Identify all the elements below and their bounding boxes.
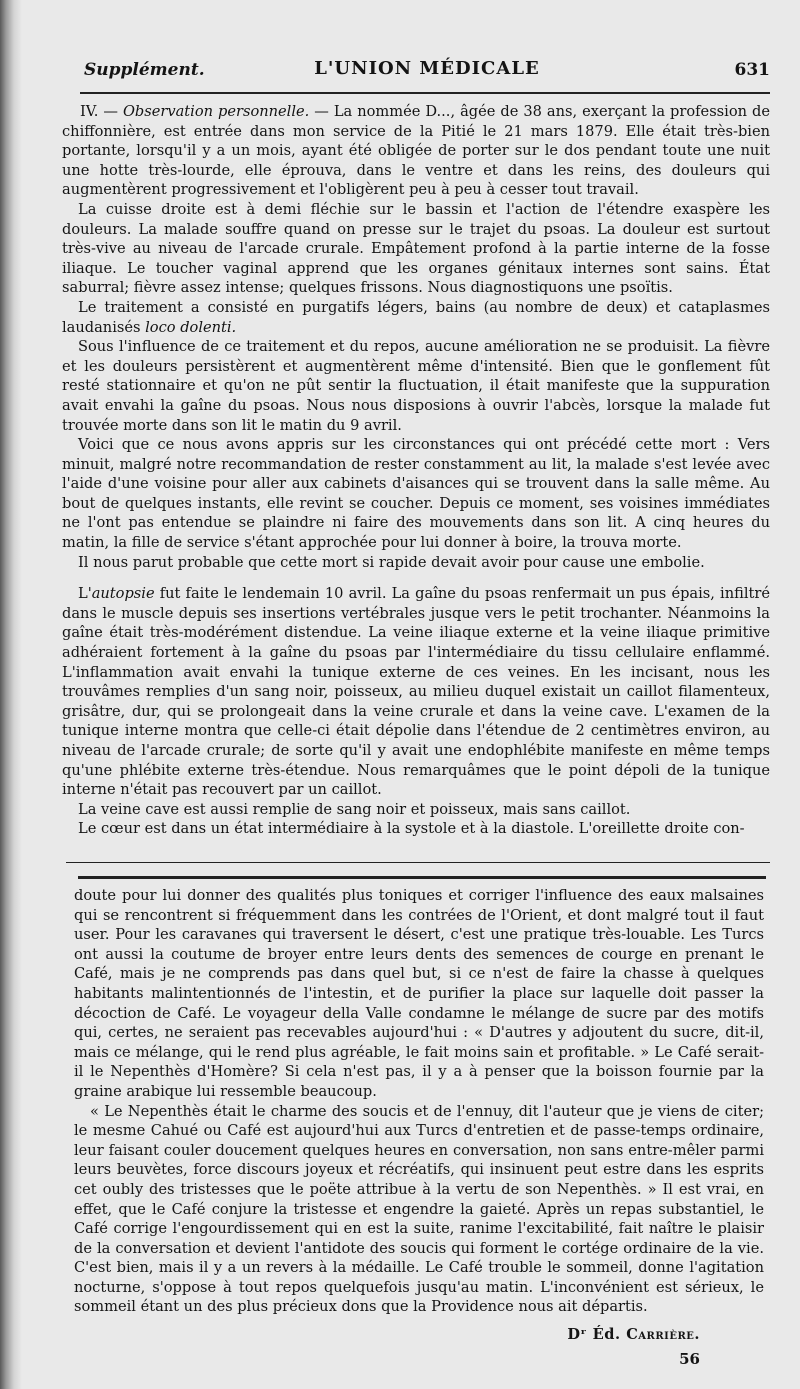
section-divider-thick xyxy=(78,876,766,879)
section-label: Supplément. xyxy=(84,60,205,80)
paragraph-nepenthes: « Le Nepenthès était le charme des soucis et de l'ennuy, dit l'auteur que je viens de citer; le mesme Cahué ou Café est aujourd'hui aux Turcs d'entretien et de passe-temps ordinaire, leur faisant couler doucement quelques heures en conversation, non sans entre-mêler parmi leurs beuvètes, force discours joyeux et récréatifs, qui insinuent peut estre dans les esprits cet oubly des tristesses que le poëte attribue à la vertu de son Nepenthès. » Il est vrai, en effet, que le Café conjure la tristesse et engendre la gaieté. Après un repas substantiel, le Café corrige l'engourdissement qui en est la suite, ranime l'excitabilité, fait naître le plaisir de la conversation et devient l'antidote des soucis qui forment le cortége ordinaire de la vie. C'est bien, mais il y a un revers à la médaille. Le Café trouble le sommeil, donne l'agitation nocturne, s'oppose à tout repos quelquefois jusqu'au matin. L'inconvénient est sérieux, le sommeil étant un des plus précieux dons que la Providence nous ait départis. xyxy=(74,1102,764,1316)
paragraph-heart: Le cœur est dans un état intermédiaire à la systole et à la diastole. L'oreillette droite con- xyxy=(78,820,745,838)
paragraph-coffee: doute pour lui donner des qualités plus toniques et corriger l'influence des eaux malsaines qui se rencontrent si fréquemment dans les contrées de l'Orient, et dont malgré tout il faut user. Pour les caravanes qui traversent le désert, c'est une pratique très-louable. Les Turcs ont aussi la coutume de broyer entre leurs dents des semences de courge en prenant le Café, mais je ne comprends pas dans quel but, si ce n'est de faire la chasse à quelques habitants malintentionnés de l'intestin, et de purifier la place sur laquelle doit passer la décoction de Café. Le voyageur della Valle condamne le mélange de sucre par des motifs qui, certes, ne seraient pas recevables aujourd'hui : « D'autres y adjoutent du sucre, dit-il, mais ce mélange, qui le rend plus agréable, le fait moins sain et profitable. » Le Café serait-il le Nepenthès d'Homère? Si cela n'est pas, il y a à penser que la boisson fournie par la graine arabique lui ressemble beaucoup. xyxy=(74,887,764,1100)
paragraph-text: Le traitement a consisté en purgatifs légers, bains (au nombre de deux) et cataplasmes laudanisés xyxy=(62,298,770,336)
paragraph-evolution: Sous l'influence de ce traitement et du repos, aucune amélioration ne se produisit. La fièvre et les douleurs persistèrent et augmentèrent même d'intensité. Bien que le gonflement fût resté stationnaire et qu'on ne pût sentir la fluctuation, il était manifeste que la suppuration avait envahi la gaîne du psoas. Nous nous disposions à ouvrir l'abcès, lorsque la malade fut trouvée morte dans son lit le matin du 9 avril. xyxy=(62,338,770,434)
paragraph-text: fut faite le lendemain 10 avril. La gaîne du psoas renfermait un pus épais, infiltré dans le muscle depuis ses insertions vertébrales jusque vers le petit trochanter. Néanmoins la gaîne était très-modérément distendue. La veine iliaque externe et la veine iliaque primitive adhéraient fortement à la gaîne du psoas par l'intermédiaire du tissu cellulaire enflammé. L'inflammation avait envahi la tunique externe de ces veines. En les incisant, nous les trouvâmes remplies d'un sang noir, poisseux, au milieu duquel existait un caillot filamenteux, grisâtre, dur, qui se prolongeait dans la veine crurale et dans la veine cave. L'examen de la tunique interne montra que celle-ci était dépolie dans l'étendue de 2 centimètres environ, au niveau de l'arcade crurale; de sorte qu'il y avait une endophlébite manifeste en même temps qu'une phlébite externe très-étendue. Nous remarquâmes que le point dépoli de la tunique interne n'était pas recouvert par un caillot. xyxy=(62,585,771,799)
running-header xyxy=(84,58,770,86)
observation-title: Observation personnelle. xyxy=(122,103,310,120)
author-title: Dʳ Éd. xyxy=(567,1326,621,1343)
paragraph-symptoms: La cuisse droite est à demi fléchie sur le bassin et l'action de l'étendre exaspère les douleurs. La malade souffre quand on presse sur le trajet du psoas. La douleur est surtout très-vive au niveau de l'arcade crurale. Empâtement profond à la partie interne de la fosse iliaque. Le toucher vaginal apprend que les organes génitaux internes sont sains. État saburral; fièvre assez intense; quelques frissons. Nous diagnostiquons une psoïtis. xyxy=(62,200,770,297)
footer-number: 56 xyxy=(679,1350,700,1368)
autopsy-word: autopsie xyxy=(91,585,155,603)
author-name: Carrière. xyxy=(626,1326,700,1343)
journal-title: L'UNION MÉDICALE xyxy=(314,58,540,79)
main-article xyxy=(62,102,770,839)
page-number: 631 xyxy=(734,60,770,80)
paragraph-treatment xyxy=(62,298,770,337)
section-number: IV. — xyxy=(80,103,118,120)
author-signature xyxy=(567,1326,700,1343)
paragraph-embolism: Il nous parut probable que cette mort si rapide devait avoir pour cause une embolie. xyxy=(78,553,705,571)
paragraph-observation xyxy=(62,102,770,200)
autopsy-article: L' xyxy=(78,585,92,603)
paragraph-circumstances: Voici que ce nous avons appris sur les circonstances qui ont précédé cette mort : Vers minuit, malgré notre recommandation de rester constamment au lit, la malade s'est levée avec l'aide d'une voisine pour aller aux cabinets d'aisances qui se trouvent dans la salle même. Au bout de quelques instants, elle revint se coucher. Depuis ce moment, ses voisines immédiates ne l'ont pas entendue se plaindre ni faire des mouvements dans son lit. A cinq heures du matin, la fille de service s'étant approchée pour lui donner à boire, la trouva morte. xyxy=(62,436,770,552)
section-divider-thin xyxy=(66,862,770,863)
book-spine-shadow xyxy=(0,0,22,1389)
paragraph-text: — La nommée D..., âgée de 38 ans, exerçant la profession de chiffonnière, est entrée dans mon service de la Pitié le 21 mars 1879. Elle était très-bien portante, lorsqu'il y a un mois, ayant été obligée de porter sur le dos pendant toute une nuit une hotte très-lourde, elle éprouva, dans le ventre et dans les reins, des douleurs qui augmentèrent progressivement et l'obligèrent peu à peu à cesser tout travail. xyxy=(62,103,770,199)
paragraph-vena-cava: La veine cave est aussi remplie de sang noir et poisseux, mais sans caillot. xyxy=(78,800,631,818)
header-rule xyxy=(80,92,770,94)
journal-page xyxy=(60,0,770,1389)
paragraph-autopsy xyxy=(62,584,770,800)
latin-phrase: loco dolenti. xyxy=(145,318,237,336)
feuilleton-article xyxy=(74,886,764,1317)
